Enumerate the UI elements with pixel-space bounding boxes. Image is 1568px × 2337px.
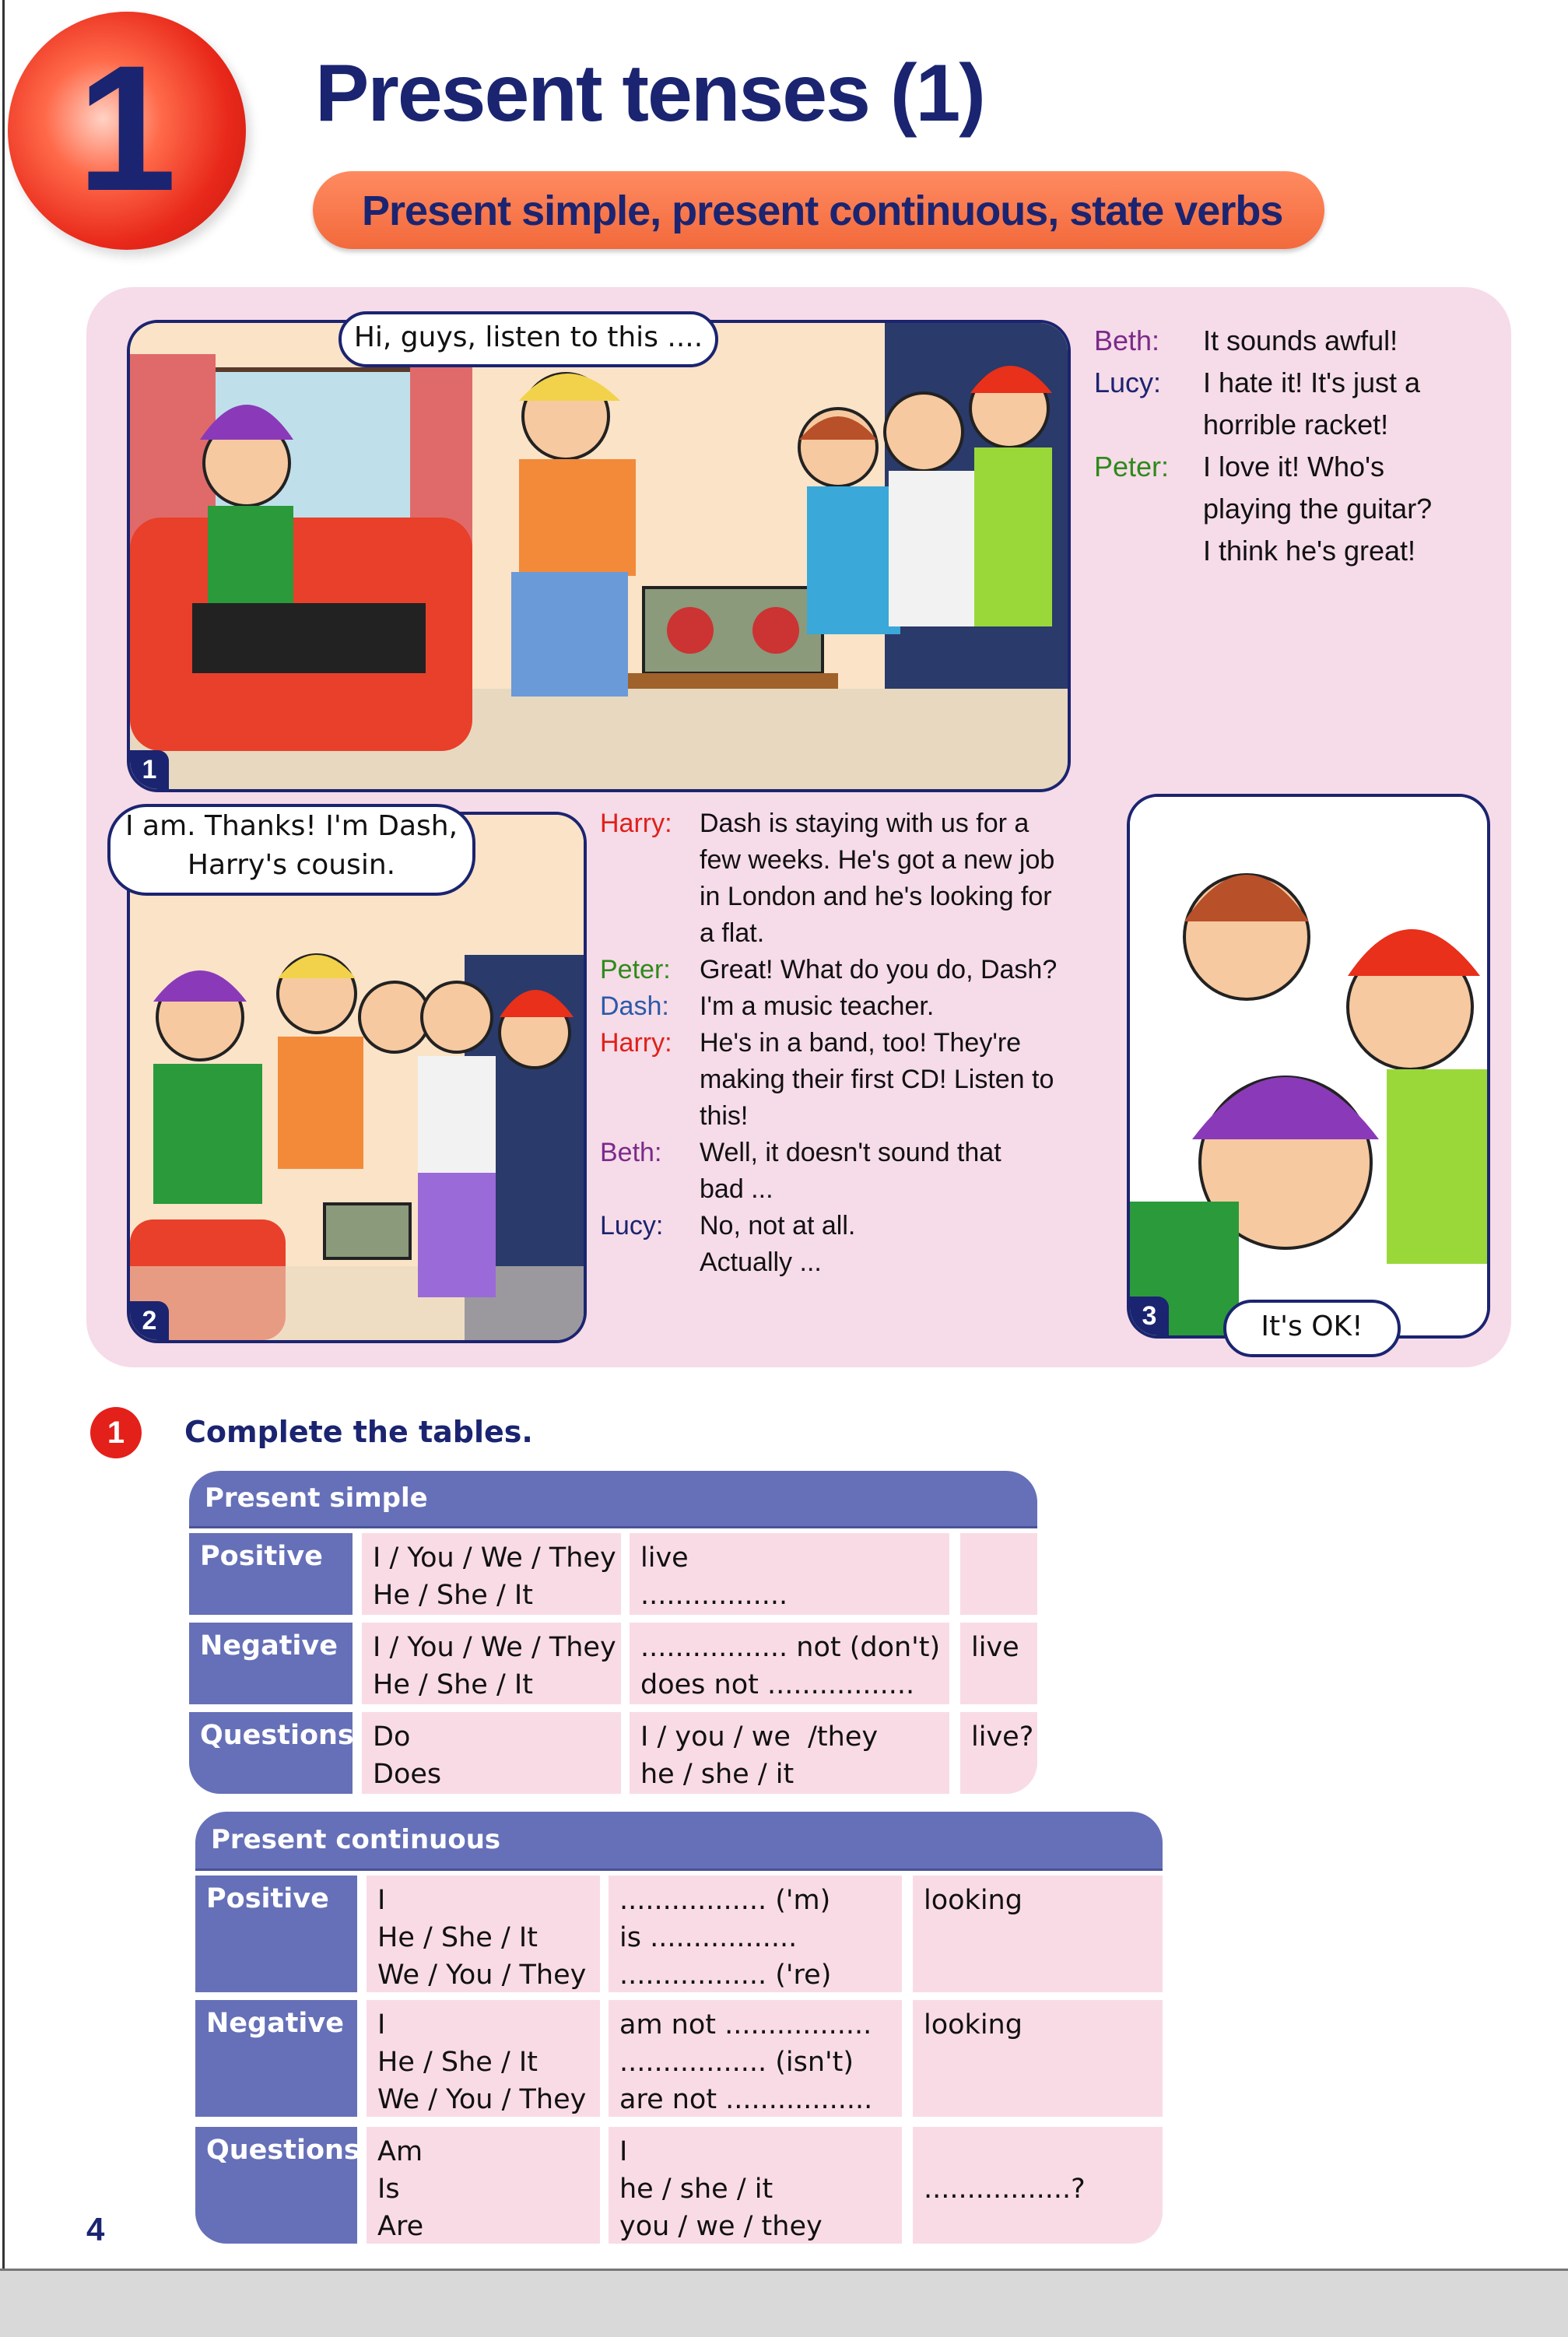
dialogue-line [600,1061,1114,1098]
speaker-name: Beth: [600,1138,662,1167]
table-cell: I / You / We / They He / She / It [362,1623,621,1704]
page-edge-line [2,0,5,2269]
exercise-instruction: Complete the tables. [184,1415,533,1449]
dialogue-text: a flat. [700,918,765,948]
dialogue-text: I think he's great! [1203,535,1416,567]
table-cell: Do Does [362,1712,621,1794]
dialogue-line [1094,488,1499,530]
dialogue-line [600,1244,1114,1281]
dialogue-line [600,1135,1114,1171]
speaker-name: Lucy: [1094,367,1162,398]
speaker-name [1094,530,1203,572]
panel-number: 2 [130,1301,169,1340]
dialogue-line [600,805,1114,842]
dialogue-block-2 [600,805,1114,1281]
speaker-name [600,1244,700,1281]
panel-number: 3 [1130,1297,1169,1335]
table-title: Present simple [189,1471,1037,1526]
row-label: Negative [189,1623,353,1704]
comic-illustration-3 [1130,797,1487,1335]
table-cell: live ................. [630,1533,949,1615]
row-label: Questions [195,2127,357,2244]
speaker-name [600,842,700,879]
dialogue-text: bad ... [700,1174,773,1204]
dialogue-text: No, not at all. [700,1211,856,1240]
table-cell: looking [913,2000,1163,2117]
speaker-name [600,1098,700,1135]
dialogue-text: this! [700,1101,749,1131]
speaker-name: Peter: [1094,451,1170,482]
page-number: 4 [86,2211,105,2248]
dialogue-block-1 [1094,320,1499,572]
dialogue-line [1094,362,1499,404]
speaker-name: Peter: [600,955,671,984]
speaker-name [600,915,700,952]
dialogue-text: few weeks. He's got a new job [700,845,1055,875]
speaker-name: Harry: [600,1028,672,1058]
dialogue-line [600,1098,1114,1135]
table-title: Present continuous [195,1812,1163,1869]
speech-bubble-2: I am. Thanks! I'm Dash, Harry's cousin. [107,804,475,896]
row-label: Positive [189,1533,353,1615]
dialogue-text: Great! What do you do, Dash? [700,955,1058,984]
dialogue-line [600,1171,1114,1208]
dialogue-text: Actually ... [700,1247,822,1277]
dialogue-line [600,988,1114,1025]
table-cell: live [960,1623,1037,1704]
table-cell: ................. not (don't) does not ................. [630,1623,949,1704]
speaker-name [1094,488,1203,530]
row-label: Questions [189,1712,353,1794]
speech-bubble-1: Hi, guys, listen to this .... [339,311,718,367]
table-cell: I he / she / it you / we / they [609,2127,902,2244]
dialogue-line [1094,320,1499,362]
dialogue-text: Dash is staying with us for a [700,809,1030,838]
page-title: Present tenses (1) [315,48,984,139]
dialogue-line [1094,530,1499,572]
unit-number: 1 [77,28,177,228]
page-subtitle: Present simple, present continuous, state verbs [362,188,1283,234]
speech-bubble-3: It's OK! [1223,1300,1401,1357]
dialogue-text: He's in a band, too! They're [700,1028,1022,1058]
dialogue-line [1094,404,1499,446]
dialogue-text: It sounds awful! [1203,325,1398,356]
speaker-name: Lucy: [600,1211,664,1240]
dialogue-line [600,1025,1114,1061]
table-cell: I He / She / It We / You / They [367,2000,600,2117]
dialogue-text: I'm a music teacher. [700,991,935,1021]
table-present-simple [189,1471,1037,1798]
dialogue-text: in London and he's looking for [700,882,1052,911]
dialogue-text: I hate it! It's just a [1203,367,1420,398]
dialogue-line [600,1208,1114,1244]
speaker-name: Dash: [600,991,669,1021]
dialogue-line [600,842,1114,879]
table-cell: am not ................. ................. (isn't) are not ................. [609,2000,902,2117]
speaker-name: Harry: [600,809,672,838]
scan-bottom-band [0,2269,1568,2337]
table-cell: .................? [913,2127,1163,2244]
table-present-continuous [195,1812,1163,2249]
speaker-name [600,1061,700,1098]
dialogue-text: Well, it doesn't sound that [700,1138,1001,1167]
table-cell: I He / She / It We / You / They [367,1876,600,1992]
dialogue-text: I love it! Who's [1203,451,1384,482]
exercise-number: 1 [90,1407,142,1458]
dialogue-text: horrible racket! [1203,409,1389,440]
speaker-name: Beth: [1094,325,1160,356]
comic-illustration-1 [130,323,1068,789]
dialogue-text: playing the guitar? [1203,493,1433,525]
table-cell: ................. ('m) is ................. ................. ('re) [609,1876,902,1992]
table-cell [960,1533,1037,1615]
dialogue-text: making their first CD! Listen to [700,1065,1054,1094]
comic-panel-1 [127,320,1071,792]
table-cell: Am Is Are [367,2127,600,2244]
table-cell: I / You / We / They He / She / It [362,1533,621,1615]
speaker-name [1094,404,1203,446]
row-label: Positive [195,1876,357,1992]
table-cell: live? [960,1712,1037,1794]
dialogue-line [600,915,1114,952]
dialogue-line [600,879,1114,915]
row-label: Negative [195,2000,357,2117]
table-cell: I / you / we /they he / she / it [630,1712,949,1794]
speaker-name [600,1171,700,1208]
speaker-name [600,879,700,915]
table-cell: looking [913,1876,1163,1992]
dialogue-line [1094,446,1499,488]
panel-number: 1 [130,750,169,789]
comic-panel-3 [1127,794,1490,1339]
dialogue-line [600,952,1114,988]
